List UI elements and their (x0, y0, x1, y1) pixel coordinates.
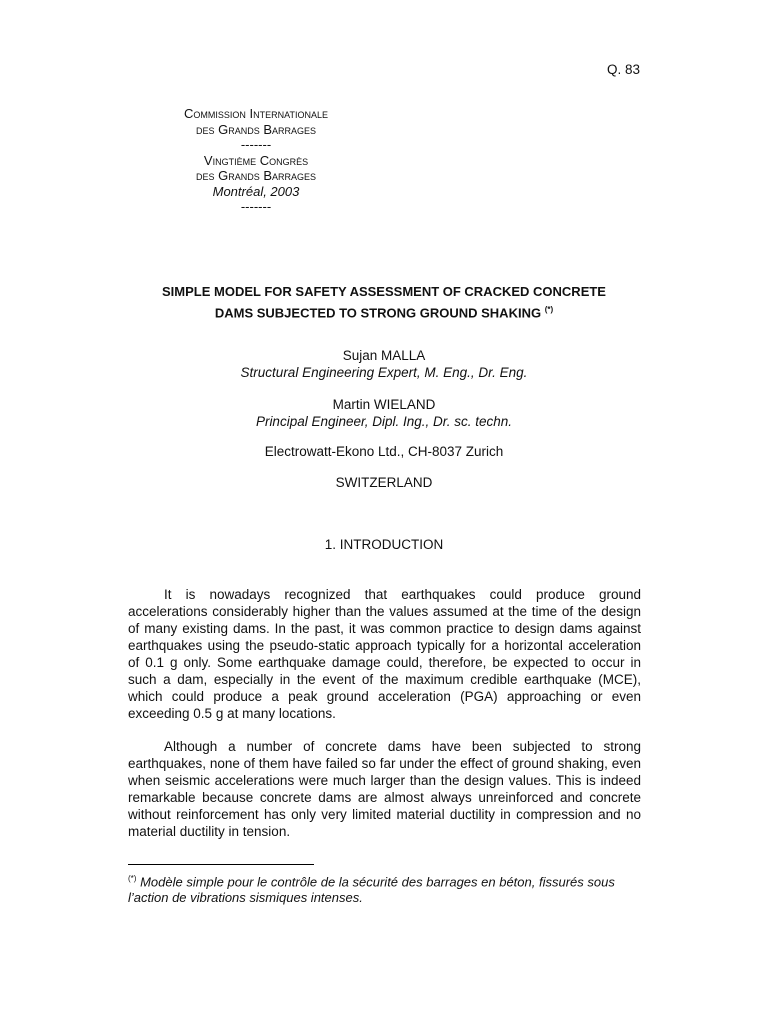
header-line: des Grands Barrages (195, 168, 317, 183)
footnote-marker: (*) (128, 874, 137, 883)
author-name: Sujan MALLA (342, 348, 426, 363)
body-paragraph: Although a number of concrete dams have been subjected to strong earthquakes, none of them have failed so far under the effect of ground shaking, even when seismic accelerations were much larger than the design values. This is indeed remarkable because concrete dams are almost always unreinforced and concrete without reinforcement has only very limited material ductility in compression and no material ductility in tension. (128, 739, 641, 839)
country: SWITZERLAND (335, 475, 433, 490)
footnote (128, 871, 641, 906)
footnote-marker: (*) (544, 304, 554, 314)
congress-header (128, 106, 384, 215)
title-line (128, 301, 640, 322)
header-separator: ------- (240, 137, 272, 152)
title-line: SIMPLE MODEL FOR SAFETY ASSESSMENT OF CRACKED CONCRETE (162, 284, 606, 299)
footnote-text: Modèle simple pour le contrôle de la sécurité des barrages en béton, fissurés sous l’action de vibrations sismiques intenses. (128, 874, 615, 906)
body-paragraph: It is nowadays recognized that earthquakes could produce ground accelerations considerably higher than the values assumed at the time of the design of many existing dams. In the past, it was common practice to design dams against earthquakes using the pseudo-static approach typically for a horizontal acceleration of 0.1 g only. Some earthquake damage could, therefore, be expected to occur in such a dam, especially in the event of the maximum credible earthquake (MCE), which could produce a peak ground acceleration (PGA) approaching or even exceeding 0.5 g at many locations. (128, 587, 641, 721)
footnote-divider (128, 864, 314, 865)
header-location: Montréal, 2003 (212, 183, 300, 199)
header-line: Commission Internationale (184, 106, 328, 121)
header-line: Vingtième Congrès (203, 152, 309, 168)
section-heading: 1. INTRODUCTION (324, 537, 444, 552)
paper-title (128, 283, 640, 321)
title-line-text: DAMS SUBJECTED TO STRONG GROUND SHAKING (214, 304, 542, 320)
author-role: Structural Engineering Expert, M. Eng., Dr. Eng. (240, 365, 528, 380)
header-separator: ------- (240, 199, 272, 214)
header-line: des Grands Barrages (195, 121, 317, 137)
author-name: Martin WIELAND (332, 397, 436, 412)
question-reference: Q. 83 (606, 62, 640, 77)
affiliation: Electrowatt-Ekono Ltd., CH-8037 Zurich (264, 444, 504, 459)
author-role: Principal Engineer, Dipl. Ing., Dr. sc. techn. (255, 414, 513, 429)
